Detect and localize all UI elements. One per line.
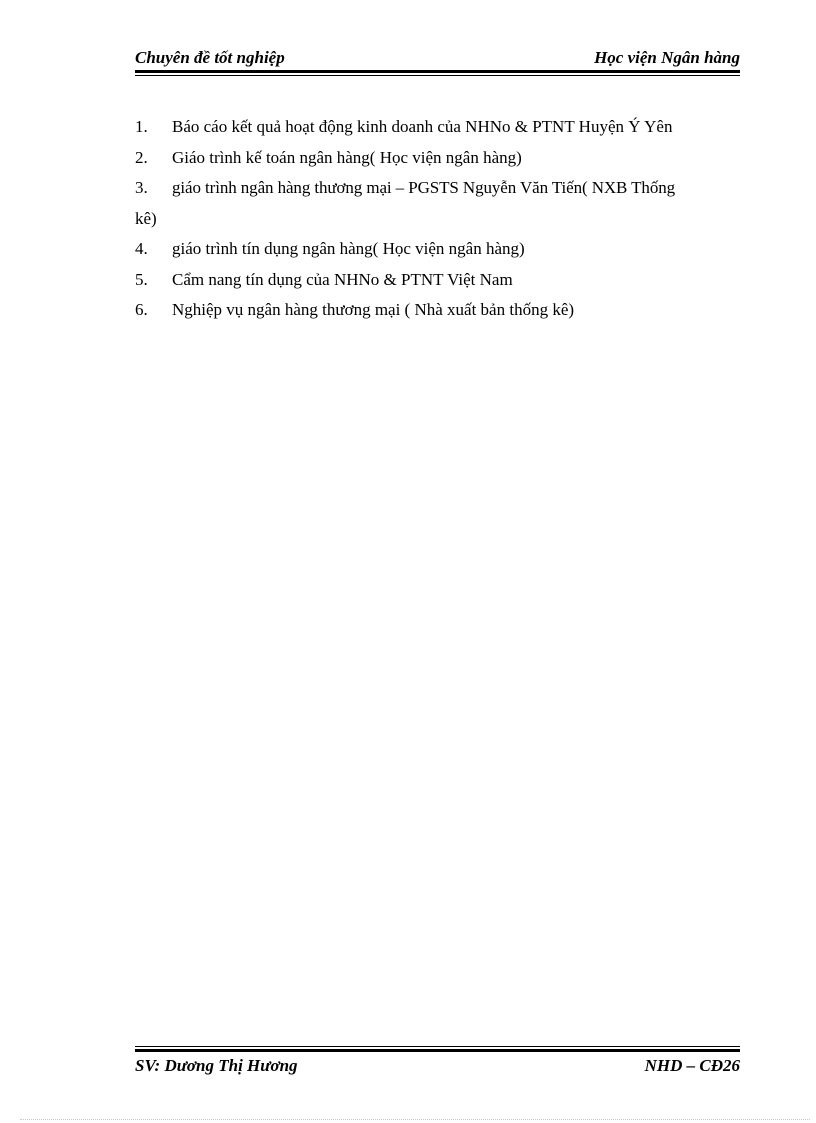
page-header	[135, 46, 740, 70]
reference-text: Giáo trình kế toán ngân hàng( Học viện ngân hàng)	[172, 147, 522, 167]
reference-text: Nghiệp vụ ngân hàng thương mại ( Nhà xuất bản thống kê)	[172, 300, 575, 319]
footer-student-name: SV: Dương Thị Hương	[135, 1056, 298, 1075]
header-rule-thick	[135, 70, 740, 73]
reference-text: giáo trình ngân hàng thương mại – PGSTS Nguyễn Văn Tiến( NXB Thống	[172, 178, 676, 197]
reference-number: 3.	[135, 178, 148, 197]
reference-item-3	[135, 173, 740, 204]
reference-text: Cẩm nang tín dụng của NHNo & PTNT Việt Nam	[172, 269, 513, 289]
header-institution: Học viện Ngân hàng	[594, 48, 740, 67]
header-thesis-title: Chuyên đề tốt nghiệp	[135, 48, 285, 67]
reference-item-6	[135, 295, 740, 326]
header-rule-thin	[135, 75, 740, 76]
reference-list	[135, 112, 740, 326]
reference-item-2	[135, 143, 740, 174]
footer-rule-thick	[135, 1049, 740, 1052]
reference-item-4	[135, 234, 740, 265]
reference-text-continuation: kê)	[135, 208, 157, 228]
reference-number: 1.	[135, 117, 148, 136]
reference-number: 6.	[135, 300, 148, 319]
reference-number: 4.	[135, 239, 148, 258]
reference-item-3-continuation	[135, 204, 740, 235]
reference-number: 2.	[135, 147, 148, 167]
footer-rule-thin	[135, 1046, 740, 1047]
reference-item-5	[135, 265, 740, 296]
page-edge-divider	[20, 1119, 810, 1120]
reference-number: 5.	[135, 269, 148, 289]
page-footer	[135, 1054, 740, 1078]
reference-text: giáo trình tín dụng ngân hàng( Học viện ngân hàng)	[172, 239, 525, 258]
reference-item-1	[135, 112, 740, 143]
reference-text: Báo cáo kết quả hoạt động kinh doanh của NHNo & PTNT Huyện Ý Yên	[172, 117, 673, 136]
footer-class-code: NHD – CĐ26	[644, 1056, 740, 1075]
